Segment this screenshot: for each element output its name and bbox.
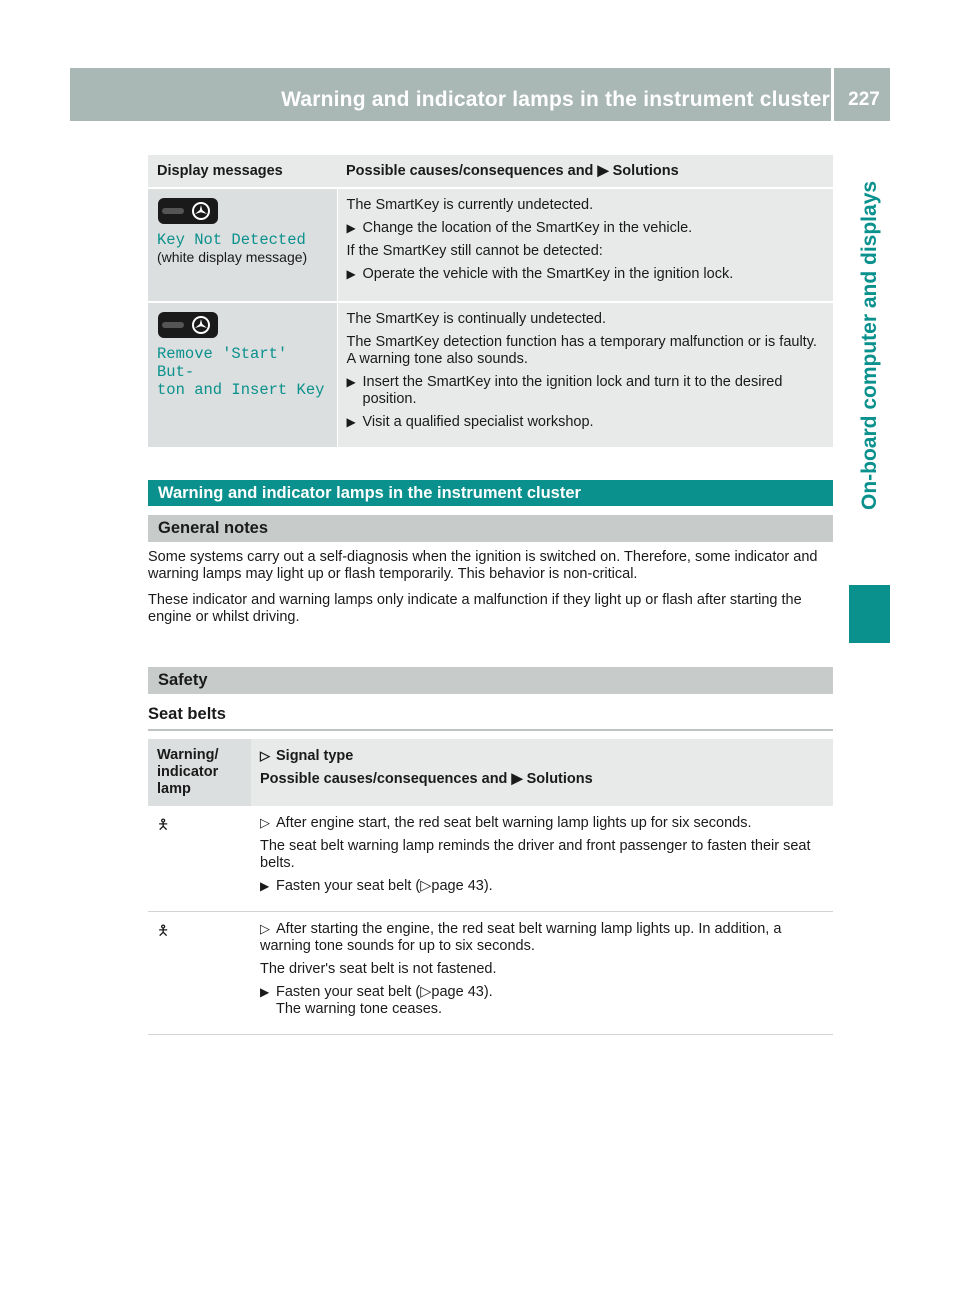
- seat-belts-heading: Seat belts: [148, 705, 833, 731]
- col-causes-solutions: Possible causes/consequences and ▶ Solutions: [337, 155, 833, 188]
- key-icon: [157, 197, 219, 225]
- message-cell: [148, 302, 337, 447]
- chapter-label: On-board computer and displays: [858, 180, 881, 511]
- solution-step: ▶ Change the location of the SmartKey in the vehicle.: [346, 220, 693, 236]
- solution-step: ▶ Fasten your seat belt (▷page 43). The warning tone ceases.: [260, 984, 493, 1017]
- solution-cell: ▷ After engine start, the red seat belt warning lamp lights up for six seconds. The seat belt warning lamp reminds the driver and front passenger to fasten their seat belts. ▶ Fasten your seat belt (▷page 43).: [251, 806, 833, 912]
- solution-step: ▶ Insert the SmartKey into the ignition lock and turn it to the desired position.: [346, 374, 783, 407]
- page-ref-icon: ▷: [420, 878, 432, 894]
- page-number: 227: [848, 89, 880, 110]
- key-icon: [157, 311, 219, 339]
- solution-step: ▶ Visit a qualified specialist workshop.: [346, 414, 594, 430]
- step-arrow-icon: ▶: [260, 879, 270, 893]
- col-warning-lamp: Warning/ indicator lamp: [148, 739, 251, 806]
- general-notes-paragraph: These indicator and warning lamps only indicate a malfunction if they light up or flash after starting the engine or whilst driving.: [148, 592, 802, 625]
- seat-belt-table: [148, 739, 833, 1035]
- arrow-right-icon: ▶: [597, 163, 609, 179]
- solution-cell: ▷ After starting the engine, the red seat belt warning lamp lights up. In addition, a warning tone sounds for up to six seconds. The driver's seat belt is not fastened. ▶ Fasten your seat belt (▷page 43). The warning tone ceases.: [251, 912, 833, 1035]
- header-divider: [831, 68, 834, 121]
- solution-step: ▶ Operate the vehicle with the SmartKey in the ignition lock.: [346, 266, 734, 282]
- signal-type-icon: ▷: [260, 815, 270, 830]
- solution-cell: The SmartKey is continually undetected. The SmartKey detection function has a temporary malfunction or is faulty. A warning tone also sounds. ▶ Insert the SmartKey into the ignition lock and turn it to the desired position. ▶ Visit a qualified specialist workshop.: [337, 302, 833, 447]
- display-message: ton and Insert Key: [157, 381, 325, 399]
- page-reference[interactable]: page 43).: [431, 984, 493, 1000]
- solution-cell: The SmartKey is currently undetected. ▶ Change the location of the SmartKey in the vehicle. If the SmartKey still cannot be detected: ▶ Operate the vehicle with the SmartKey in the ignition lock.: [337, 188, 833, 302]
- display-message: Key Not Detected: [157, 231, 306, 249]
- col-display-messages: Display messages: [148, 155, 337, 188]
- section-title: Warning and indicator lamps in the instrument cluster: [148, 480, 833, 506]
- solution-step: ▶ Fasten your seat belt (▷page 43).: [260, 878, 493, 894]
- seat-belt-icon: 🯅: [157, 922, 170, 938]
- step-arrow-icon: ▶: [260, 985, 270, 999]
- signal-type-icon: ▷: [260, 748, 270, 763]
- signal-type-icon: ▷: [260, 921, 270, 936]
- general-notes-paragraph: Some systems carry out a self-diagnosis when the ignition is switched on. Therefore, some indicator and warning lamps may light up or flash temporarily. This behavior is non-critical.: [148, 549, 818, 582]
- display-message: Remove 'Start' But‐: [157, 345, 288, 381]
- header-title: Warning and indicator lamps in the instrument cluster: [281, 88, 830, 111]
- lamp-cell: [148, 806, 251, 912]
- step-arrow-icon: ▶: [346, 375, 356, 389]
- step-arrow-icon: ▶: [346, 415, 356, 429]
- table-row: [148, 912, 833, 1035]
- col-signal-causes: ▷ Signal type Possible causes/consequences and ▶ Solutions: [251, 739, 833, 806]
- step-arrow-icon: ▶: [346, 221, 356, 235]
- display-messages-table: [148, 155, 833, 447]
- page-ref-icon: ▷: [420, 984, 432, 1000]
- lamp-cell: [148, 912, 251, 1035]
- arrow-right-icon: ▶: [511, 771, 523, 787]
- chapter-marker: [849, 585, 890, 643]
- table-row: [148, 302, 833, 447]
- table-header-row: [148, 155, 833, 188]
- safety-heading: Safety: [148, 667, 833, 694]
- step-arrow-icon: ▶: [346, 267, 356, 281]
- table-header-row: [148, 739, 833, 806]
- table-row: [148, 806, 833, 912]
- message-note: (white display message): [157, 249, 308, 265]
- message-cell: [148, 188, 337, 302]
- page-header: [70, 68, 890, 121]
- page-reference[interactable]: page 43).: [431, 878, 493, 894]
- table-row: [148, 188, 833, 302]
- general-notes-heading: General notes: [148, 515, 833, 542]
- seat-belt-icon: 🯅: [157, 816, 170, 832]
- chapter-side-tab: [849, 121, 890, 570]
